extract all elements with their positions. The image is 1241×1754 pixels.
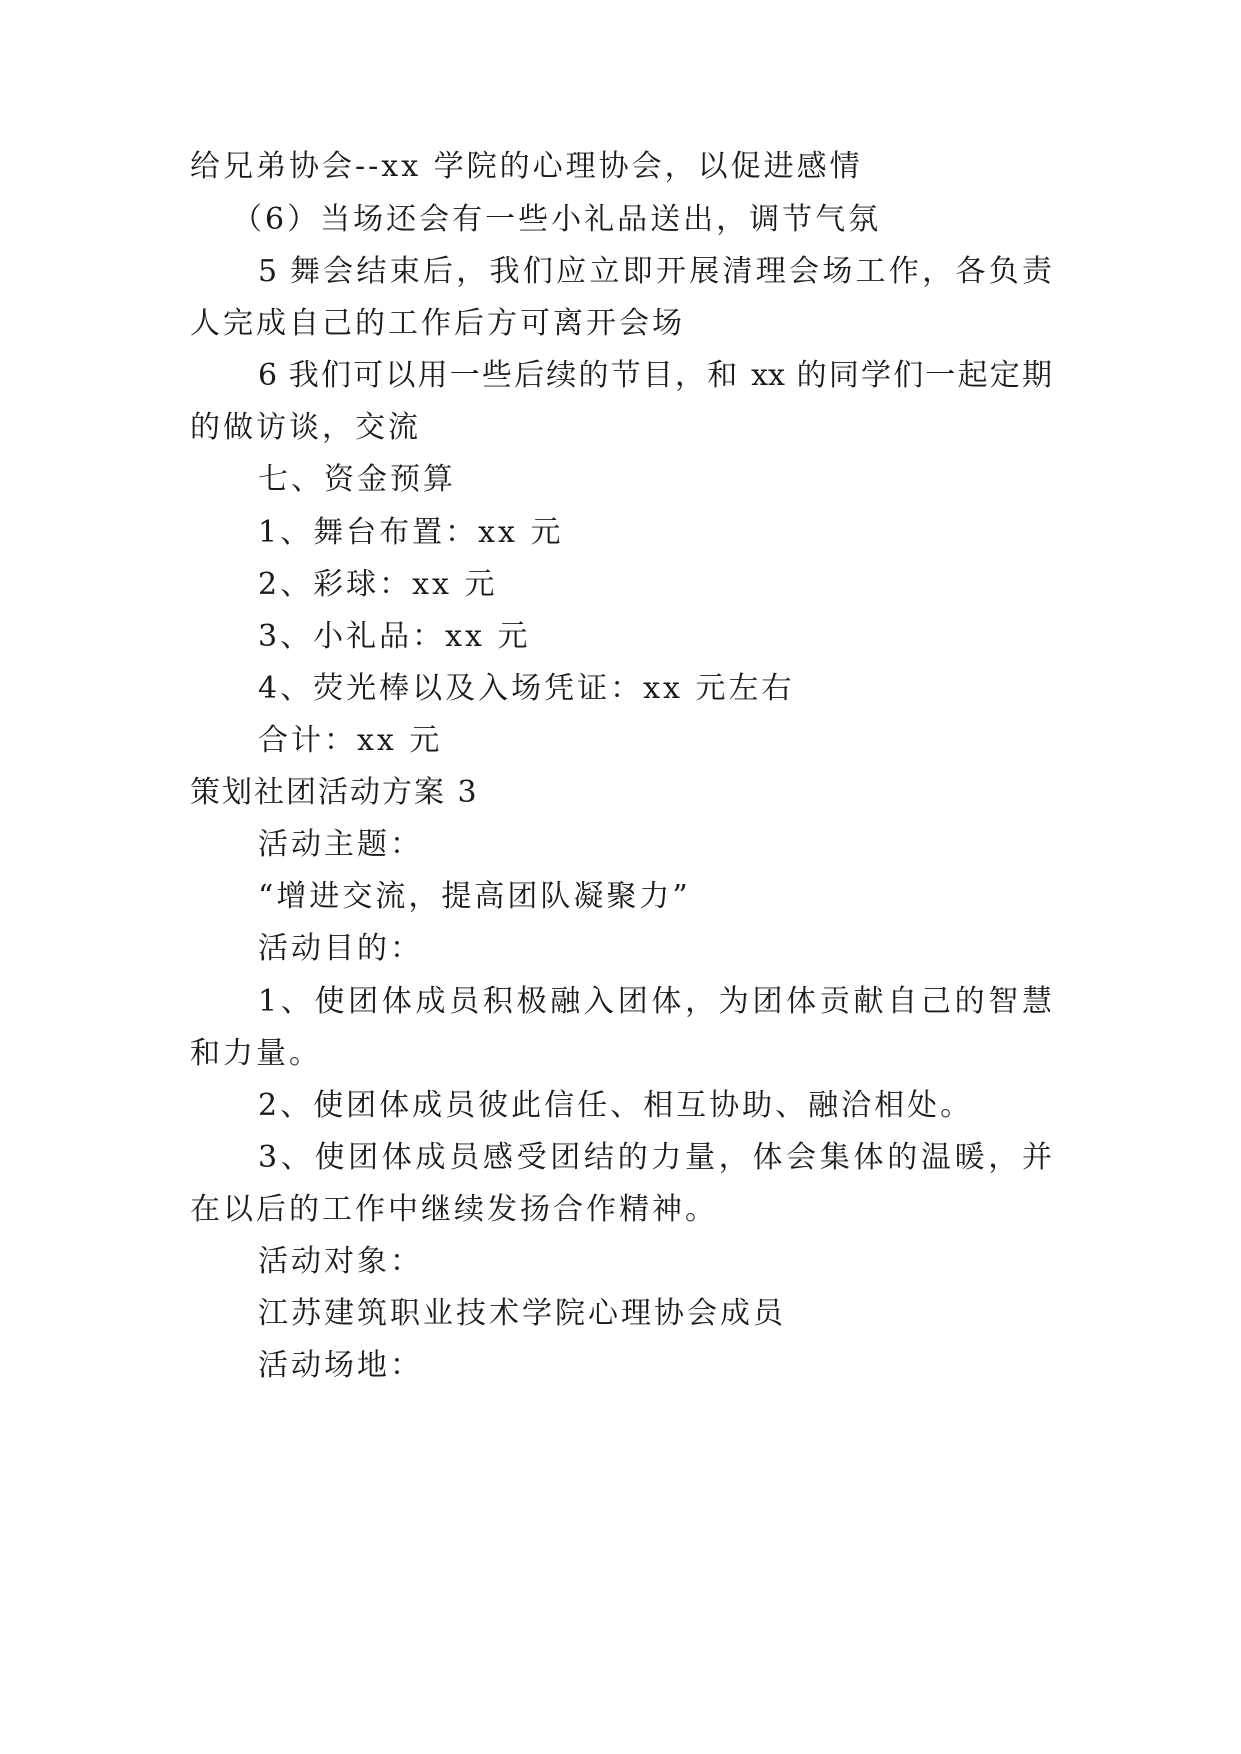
text-line: 在以后的工作中继续发扬合作精神。 [190,1192,718,1227]
text-line: 活动对象： [258,1244,423,1279]
text-line: 江苏建筑职业技术学院心理协会成员 [258,1296,786,1331]
text-line: 给兄弟协会--xx 学院的心理协会，以促进感情 [190,149,863,184]
text-line: 3、使团体成员感受团结的力量，体会集体的温暖，并 [258,1140,1052,1175]
document-section-title: 策划社团活动方案 3 [190,775,479,810]
budget-item: 1、舞台布置：xx 元 [258,515,564,550]
budget-total: 合计：xx 元 [258,723,443,758]
text-line: 5 舞会结束后，我们应立即开展清理会场工作，各负责 [258,254,1052,289]
section-heading: 七、资金预算 [258,462,456,497]
text-line: 1、使团体成员积极融入团体，为团体贡献自己的智慧 [258,984,1052,1019]
text-line: “增进交流，提高团队凝聚力” [258,879,691,914]
text-line: 6 我们可以用一些后续的节目，和 xx 的同学们一起定期 [258,358,1052,393]
budget-item: 3、小礼品：xx 元 [258,619,531,654]
budget-item: 4、荧光棒以及入场凭证：xx 元左右 [258,671,795,706]
text-line: 活动主题： [258,827,423,862]
text-line: 人完成自己的工作后方可离开会场 [190,306,685,341]
text-line: 2、使团体成员彼此信任、相互协助、融洽相处。 [258,1088,974,1123]
text-line: 活动目的： [258,931,423,966]
budget-item: 2、彩球：xx 元 [258,567,498,602]
text-line: 和力量。 [190,1036,322,1071]
text-line: （6）当场还会有一些小礼品送出，调节气氛 [232,202,882,237]
text-line: 的做访谈，交流 [190,410,421,445]
text-line: 活动场地： [258,1348,423,1383]
